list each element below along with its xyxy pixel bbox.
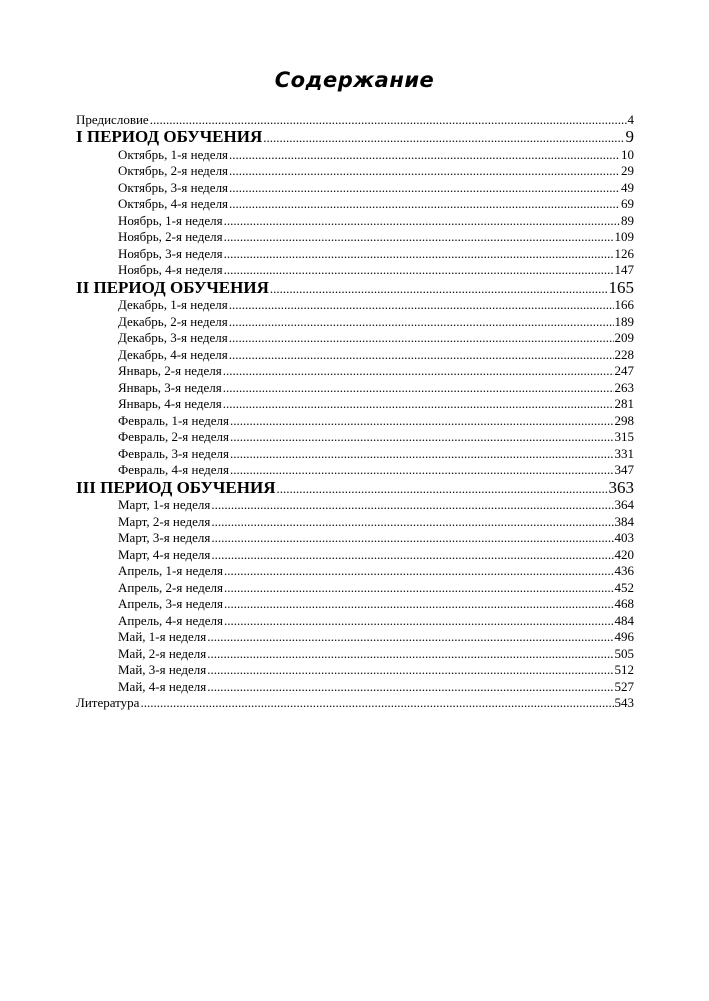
- toc-entry-label: Апрель, 4-я неделя: [118, 612, 223, 628]
- toc-entry[interactable]: [76, 446, 634, 463]
- dot-leader: [229, 347, 614, 364]
- dot-leader: [211, 530, 613, 547]
- toc-entry-label: Апрель, 2-я неделя: [118, 579, 223, 595]
- toc-entry-page: 10: [621, 146, 634, 162]
- toc-entry[interactable]: [76, 429, 634, 446]
- toc-entry[interactable]: [76, 229, 634, 246]
- table-of-contents: [76, 111, 634, 712]
- toc-entry[interactable]: [76, 330, 634, 347]
- toc-entry[interactable]: [76, 246, 634, 263]
- toc-entry-label: Февраль, 3-я неделя: [118, 445, 229, 461]
- toc-entry-page: 281: [614, 396, 634, 411]
- toc-entry[interactable]: [76, 180, 634, 197]
- toc-section-page: 363: [608, 477, 634, 497]
- dot-leader: [230, 446, 614, 463]
- toc-entry-label: Октябрь, 4-я неделя: [118, 196, 229, 211]
- toc-entry[interactable]: [76, 563, 634, 580]
- toc-section-period-3[interactable]: [76, 479, 634, 498]
- toc-entry-label: Февраль, 2-я неделя: [118, 429, 229, 444]
- toc-entry-page: 315: [614, 429, 634, 444]
- toc-entry-page: 496: [614, 629, 634, 644]
- toc-entry-label: Март, 2-я неделя: [118, 513, 211, 529]
- toc-entry[interactable]: [76, 547, 634, 564]
- toc-entry-label: Март, 1-я неделя: [118, 497, 211, 512]
- toc-entry-page: 298: [614, 412, 634, 428]
- toc-entry-page: 89: [621, 212, 634, 228]
- dot-leader: [224, 580, 614, 597]
- dot-leader: [223, 380, 614, 397]
- toc-entry-page: 209: [614, 330, 634, 345]
- dot-leader: [230, 462, 614, 479]
- toc-entry-page: 109: [614, 229, 634, 244]
- toc-entry[interactable]: [76, 163, 634, 180]
- dot-leader: [207, 679, 613, 696]
- toc-entry[interactable]: [76, 514, 634, 531]
- dot-leader: [224, 229, 614, 246]
- toc-section-label: I ПЕРИОД ОБУЧЕНИЯ: [76, 127, 263, 146]
- toc-section-period-1[interactable]: [76, 128, 634, 147]
- toc-entry-label: Апрель, 3-я неделя: [118, 596, 223, 611]
- toc-entry[interactable]: [76, 363, 634, 380]
- toc-entry-label: Декабрь, 2-я неделя: [118, 313, 228, 329]
- toc-entry-label: Апрель, 1-я неделя: [118, 563, 223, 578]
- toc-entry-page: 512: [614, 662, 634, 677]
- toc-entry-label: Май, 2-я неделя: [118, 645, 207, 661]
- dot-leader: [224, 246, 614, 263]
- toc-section-label: III ПЕРИОД ОБУЧЕНИЯ: [76, 477, 276, 497]
- toc-entry-label: Октябрь, 2-я неделя: [118, 163, 229, 178]
- toc-entry-label: Ноябрь, 1-я неделя: [118, 212, 223, 228]
- toc-entry-page: 420: [614, 546, 634, 562]
- dot-leader: [224, 596, 614, 613]
- dot-leader: [229, 330, 614, 347]
- toc-entry-label: Февраль, 1-я неделя: [118, 412, 229, 428]
- dot-leader: [207, 629, 613, 646]
- toc-entry-page: 384: [614, 513, 634, 529]
- toc-entry-label: Февраль, 4-я неделя: [118, 462, 229, 477]
- toc-entry[interactable]: [76, 679, 634, 696]
- toc-section-period-2[interactable]: [76, 279, 634, 298]
- dot-leader: [224, 262, 614, 279]
- toc-entry[interactable]: [76, 147, 634, 164]
- toc-entry[interactable]: [76, 347, 634, 364]
- toc-entry[interactable]: [76, 413, 634, 430]
- toc-entry-label: Май, 4-я неделя: [118, 678, 207, 694]
- toc-section-page: 9: [625, 127, 634, 146]
- toc-entry-label: Май, 1-я неделя: [118, 629, 207, 644]
- toc-entry-page: 436: [614, 563, 634, 578]
- toc-entry[interactable]: [76, 396, 634, 413]
- toc-entry[interactable]: [76, 297, 634, 314]
- toc-entry-label: Январь, 4-я неделя: [118, 396, 222, 411]
- toc-entry[interactable]: [76, 580, 634, 597]
- toc-entry-page: 228: [614, 346, 634, 362]
- toc-entry-label: Ноябрь, 4-я неделя: [118, 262, 223, 277]
- toc-entry-page: 247: [614, 363, 634, 378]
- toc-entry-page: 331: [614, 445, 634, 461]
- dot-leader: [211, 497, 613, 514]
- toc-entry-label: Декабрь, 1-я неделя: [118, 297, 228, 312]
- dot-leader: [223, 396, 614, 413]
- toc-entry[interactable]: [76, 497, 634, 514]
- dot-leader: [229, 147, 620, 164]
- toc-entry-page: 403: [614, 530, 634, 545]
- toc-entry-page: 468: [614, 596, 634, 611]
- toc-entry-label: Октябрь, 3-я неделя: [118, 179, 229, 195]
- toc-entry[interactable]: [76, 262, 634, 279]
- dot-leader: [229, 163, 620, 180]
- dot-leader: [230, 429, 614, 446]
- dot-leader: [270, 280, 608, 299]
- dot-leader: [140, 695, 613, 712]
- dot-leader: [229, 196, 620, 213]
- toc-entry-label: Январь, 2-я неделя: [118, 363, 222, 378]
- toc-entry-page: 49: [621, 179, 634, 195]
- toc-entry-page: 505: [614, 645, 634, 661]
- toc-entry-page: 69: [621, 196, 634, 211]
- toc-entry-page: 29: [621, 163, 634, 178]
- toc-entry-page: 452: [614, 579, 634, 595]
- toc-entry-preface[interactable]: [76, 111, 634, 128]
- toc-entry[interactable]: [76, 380, 634, 397]
- toc-entry-page: 166: [614, 297, 634, 312]
- dot-leader: [211, 547, 613, 564]
- toc-entry-page: 126: [614, 245, 634, 261]
- toc-entry-label: Ноябрь, 2-я неделя: [118, 229, 223, 244]
- toc-entry-page: 543: [614, 695, 634, 710]
- toc-entry-label: Март, 3-я неделя: [118, 530, 211, 545]
- toc-entry-page: 527: [614, 678, 634, 694]
- dot-leader: [276, 480, 607, 499]
- toc-entry[interactable]: [76, 213, 634, 230]
- toc-entry-label: Декабрь, 4-я неделя: [118, 346, 228, 362]
- dot-leader: [229, 297, 614, 314]
- dot-leader: [223, 363, 614, 380]
- toc-entry[interactable]: [76, 629, 634, 646]
- toc-entry-label: Литература: [76, 695, 140, 710]
- toc-entry-page: 484: [614, 612, 634, 628]
- dot-leader: [224, 563, 614, 580]
- toc-entry[interactable]: [76, 196, 634, 213]
- toc-entry[interactable]: [76, 613, 634, 630]
- toc-entry-page: 347: [614, 462, 634, 477]
- toc-entry-label: Предисловие: [76, 112, 149, 127]
- dot-leader: [224, 613, 614, 630]
- toc-entry-label: Октябрь, 1-я неделя: [118, 146, 229, 162]
- toc-entry[interactable]: [76, 596, 634, 613]
- toc-entry-page: 263: [614, 379, 634, 395]
- page-title: Содержание: [274, 68, 435, 92]
- toc-entry[interactable]: [76, 530, 634, 547]
- toc-entry-label: Январь, 3-я неделя: [118, 379, 222, 395]
- toc-entry-page: 364: [614, 497, 634, 512]
- toc-entry[interactable]: [76, 462, 634, 479]
- dot-leader: [207, 646, 613, 663]
- dot-leader: [150, 111, 627, 128]
- dot-leader: [263, 129, 624, 148]
- toc-entry[interactable]: [76, 314, 634, 331]
- dot-leader: [230, 413, 614, 430]
- toc-entry-literature[interactable]: [76, 695, 634, 712]
- toc-entry[interactable]: [76, 662, 634, 679]
- dot-leader: [211, 514, 613, 531]
- toc-entry-label: Май, 3-я неделя: [118, 662, 207, 677]
- toc-entry-label: Март, 4-я неделя: [118, 546, 211, 562]
- dot-leader: [229, 180, 620, 197]
- toc-entry-page: 189: [614, 313, 634, 329]
- toc-section-page: 165: [608, 277, 634, 297]
- dot-leader: [224, 213, 620, 230]
- toc-section-label: II ПЕРИОД ОБУЧЕНИЯ: [76, 277, 269, 297]
- dot-leader: [229, 314, 614, 331]
- toc-entry-page: 4: [627, 112, 634, 127]
- toc-entry-page: 147: [614, 262, 634, 277]
- dot-leader: [207, 662, 613, 679]
- toc-entry-label: Декабрь, 3-я неделя: [118, 330, 228, 345]
- toc-entry-label: Ноябрь, 3-я неделя: [118, 245, 223, 261]
- toc-entry[interactable]: [76, 646, 634, 663]
